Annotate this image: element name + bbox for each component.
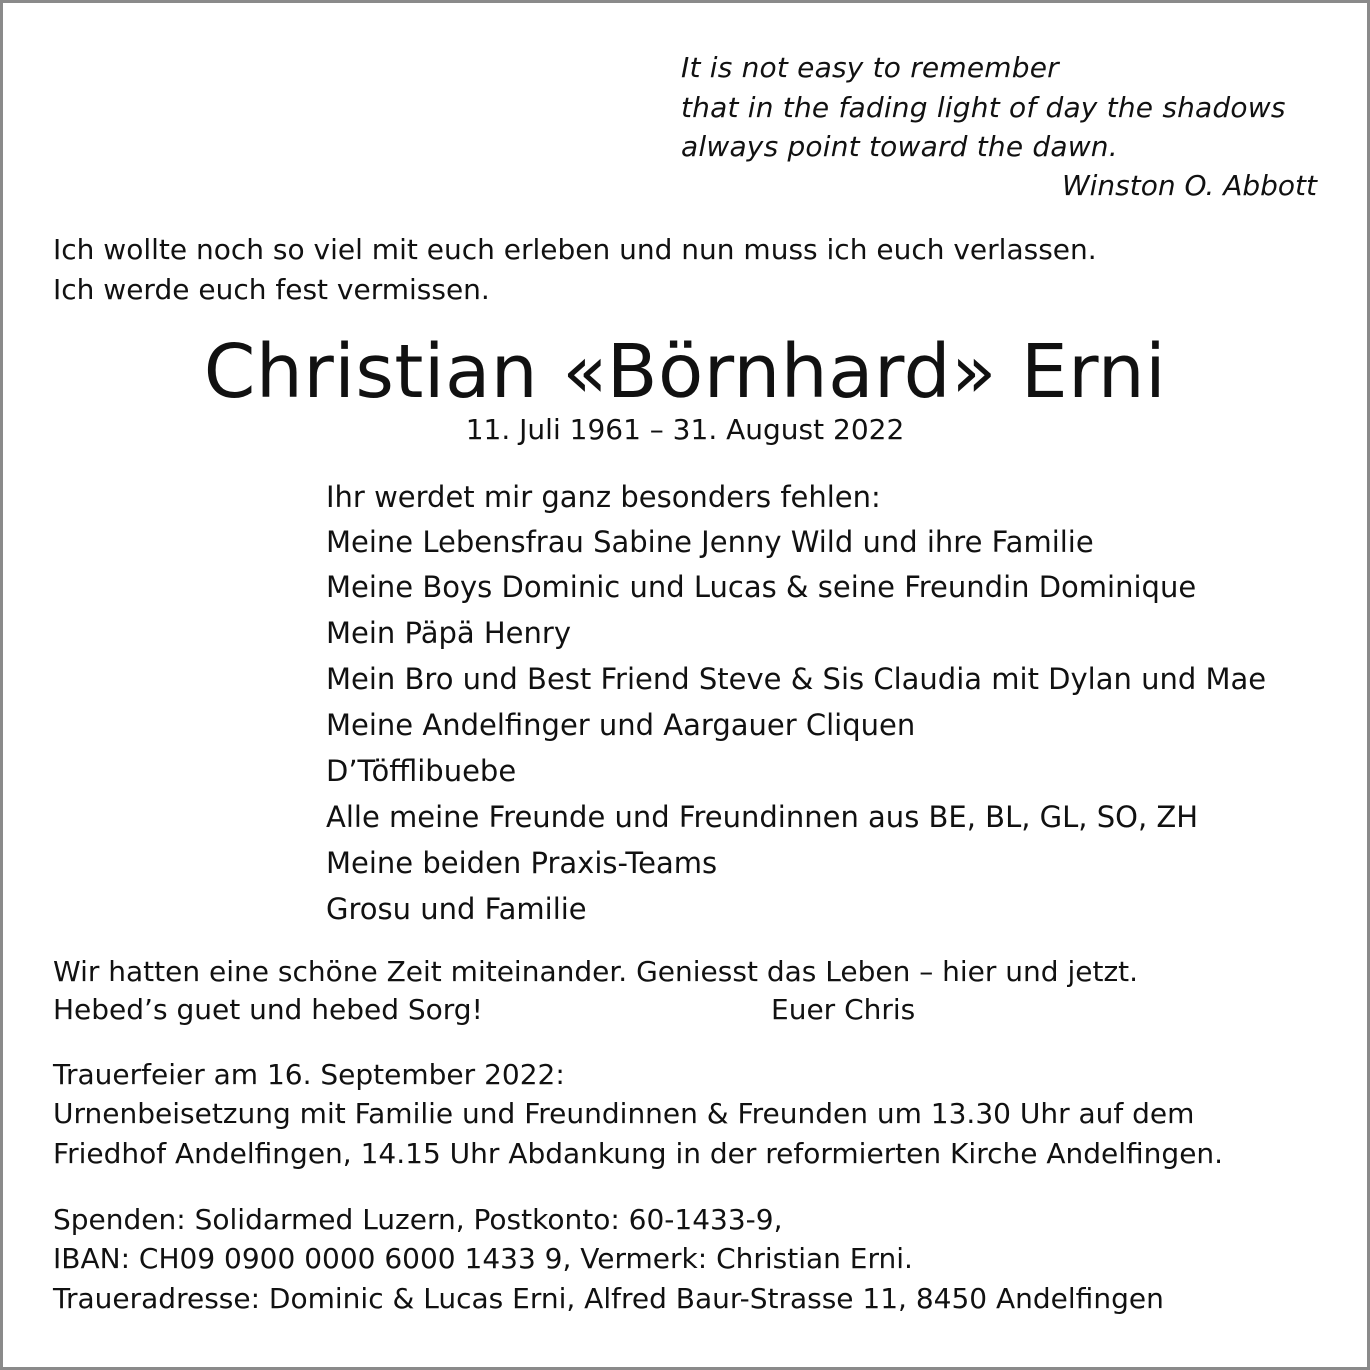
farewell-line: Hebed’s guet und hebed Sorg! [53,993,483,1026]
intro-line: Ich werde euch fest vermissen. [53,273,490,306]
donation-line: Spenden: Solidarmed Luzern, Postkonto: 60-1433-9, [53,1203,783,1236]
signature: Euer Chris [771,993,916,1026]
donation-line: IBAN: CH09 0900 0000 6000 1433 9, Vermerk: Christian Erni. [53,1242,913,1275]
quote-line: that in the fading light of day the shadows [681,91,1286,124]
mourner-line: D’Töfflibuebe [326,754,517,788]
mourner-line: Ihr werdet mir ganz besonders fehlen: [326,480,881,514]
mourner-line: Meine Lebensfrau Sabine Jenny Wild und ihre Familie [326,525,1094,559]
mourner-line: Mein Bro und Best Friend Steve & Sis Claudia mit Dylan und Mae [326,662,1267,696]
mourning-address: Traueradresse: Dominic & Lucas Erni, Alfred Baur-Strasse 11, 8450 Andelfingen [53,1282,1164,1315]
ceremony-line: Urnenbeisetzung mit Familie und Freundinnen & Freunden um 13.30 Uhr auf dem [53,1097,1195,1130]
quote-author: Winston O. Abbott [1061,169,1317,202]
mourner-line: Grosu und Familie [326,892,587,926]
quote-line: always point toward the dawn. [681,130,1118,163]
quote-line: It is not easy to remember [681,51,1059,84]
mourner-line: Mein Päpä Henry [326,616,571,650]
farewell-line: Wir hatten eine schöne Zeit miteinander. Geniesst das Leben – hier und jetzt. [53,955,1139,988]
mourner-line: Meine Andelfinger und Aargauer Cliquen [326,708,916,742]
ceremony-line: Trauerfeier am 16. September 2022: [53,1058,565,1091]
deceased-name: Christian «Börnhard» Erni [203,329,1167,415]
life-dates: 11. Juli 1961 – 31. August 2022 [465,413,905,446]
mourner-line: Meine beiden Praxis-Teams [326,846,718,880]
mourner-line: Meine Boys Dominic und Lucas & seine Freundin Dominique [326,570,1197,604]
intro-line: Ich wollte noch so viel mit euch erleben und nun muss ich euch verlassen. [53,233,1097,266]
ceremony-line: Friedhof Andelfingen, 14.15 Uhr Abdankung in der reformierten Kirche Andelfingen. [53,1137,1224,1170]
mourner-line: Alle meine Freunde und Freundinnen aus BE, BL, GL, SO, ZH [326,800,1199,834]
